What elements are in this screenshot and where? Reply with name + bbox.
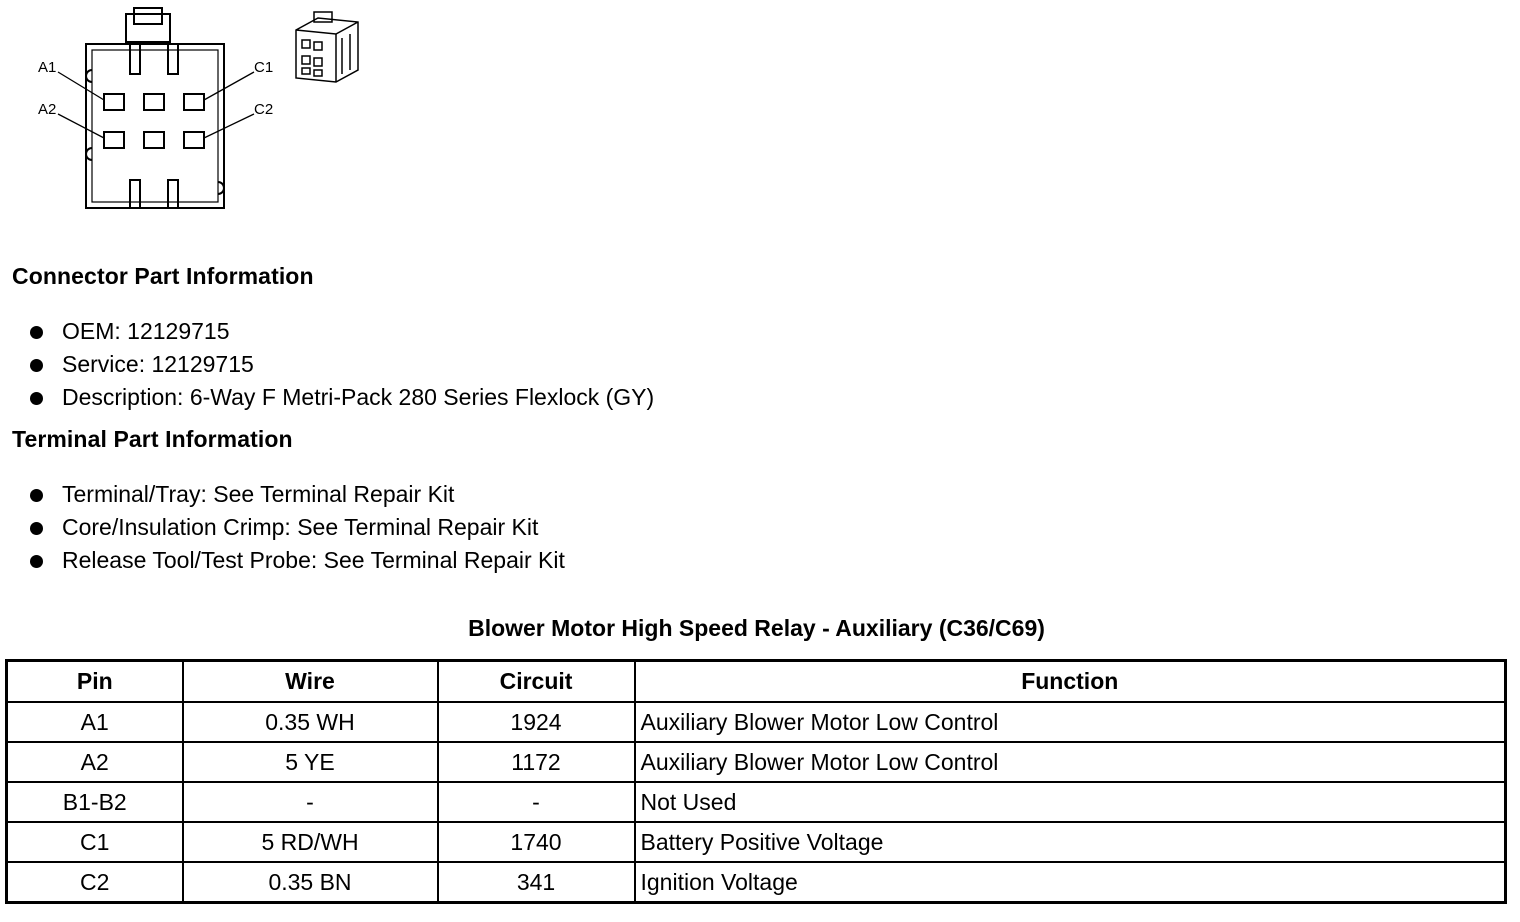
pin-table (5, 659, 1507, 904)
connector-latch (126, 14, 170, 42)
cell-function: Auxiliary Blower Motor Low Control (635, 702, 1506, 742)
cell-circuit: 1172 (438, 742, 635, 782)
cavity-c2 (184, 132, 204, 148)
connector-latch-tab (134, 8, 162, 24)
header-function: Function (635, 661, 1506, 703)
label-c2: C2 (254, 101, 274, 118)
cell-wire: - (183, 782, 438, 822)
table-caption: Blower Motor High Speed Relay - Auxiliary (C36/C69) (468, 615, 1045, 641)
cell-circuit: - (438, 782, 635, 822)
cell-pin: C1 (7, 822, 183, 862)
label-c1: C1 (254, 59, 274, 76)
connector-part-info-heading: Connector Part Information (12, 263, 314, 289)
header-wire: Wire (183, 661, 438, 703)
cell-pin: B1-B2 (7, 782, 183, 822)
table-row (7, 702, 1506, 742)
terminal-part-info-heading: Terminal Part Information (12, 426, 293, 452)
cell-wire: 5 RD/WH (183, 822, 438, 862)
connector-iso-icon (296, 12, 358, 82)
label-a1: A1 (38, 59, 57, 76)
cell-wire: 0.35 BN (183, 862, 438, 903)
cavity-a1 (104, 94, 124, 110)
list-item: OEM: 12129715 (28, 315, 654, 348)
connector-part-info-list (28, 315, 654, 414)
table-row (7, 782, 1506, 822)
cell-pin: A1 (7, 702, 183, 742)
cavity-a2 (104, 132, 124, 148)
cell-circuit: 1924 (438, 702, 635, 742)
cell-circuit: 1740 (438, 822, 635, 862)
header-pin: Pin (7, 661, 183, 703)
cavity-b1 (144, 94, 164, 110)
terminal-part-info-list (28, 478, 565, 577)
cell-function: Battery Positive Voltage (635, 822, 1506, 862)
cell-function: Auxiliary Blower Motor Low Control (635, 742, 1506, 782)
list-item: Terminal/Tray: See Terminal Repair Kit (28, 478, 565, 511)
list-item: Core/Insulation Crimp: See Terminal Repair Kit (28, 511, 565, 544)
table-row (7, 742, 1506, 782)
cell-pin: C2 (7, 862, 183, 903)
list-item: Release Tool/Test Probe: See Terminal Repair Kit (28, 544, 565, 577)
cell-wire: 5 YE (183, 742, 438, 782)
cell-circuit: 341 (438, 862, 635, 903)
connector-diagram (0, 0, 380, 225)
list-item: Service: 12129715 (28, 348, 654, 381)
table-row (7, 822, 1506, 862)
cell-pin: A2 (7, 742, 183, 782)
cell-function: Not Used (635, 782, 1506, 822)
cell-wire: 0.35 WH (183, 702, 438, 742)
label-a2: A2 (38, 101, 57, 118)
header-circuit: Circuit (438, 661, 635, 703)
list-item: Description: 6-Way F Metri-Pack 280 Series Flexlock (GY) (28, 381, 654, 414)
cell-function: Ignition Voltage (635, 862, 1506, 903)
cavity-b2 (144, 132, 164, 148)
cavity-c1 (184, 94, 204, 110)
connector-body (86, 44, 224, 208)
table-header-row (7, 661, 1506, 703)
table-row (7, 862, 1506, 903)
